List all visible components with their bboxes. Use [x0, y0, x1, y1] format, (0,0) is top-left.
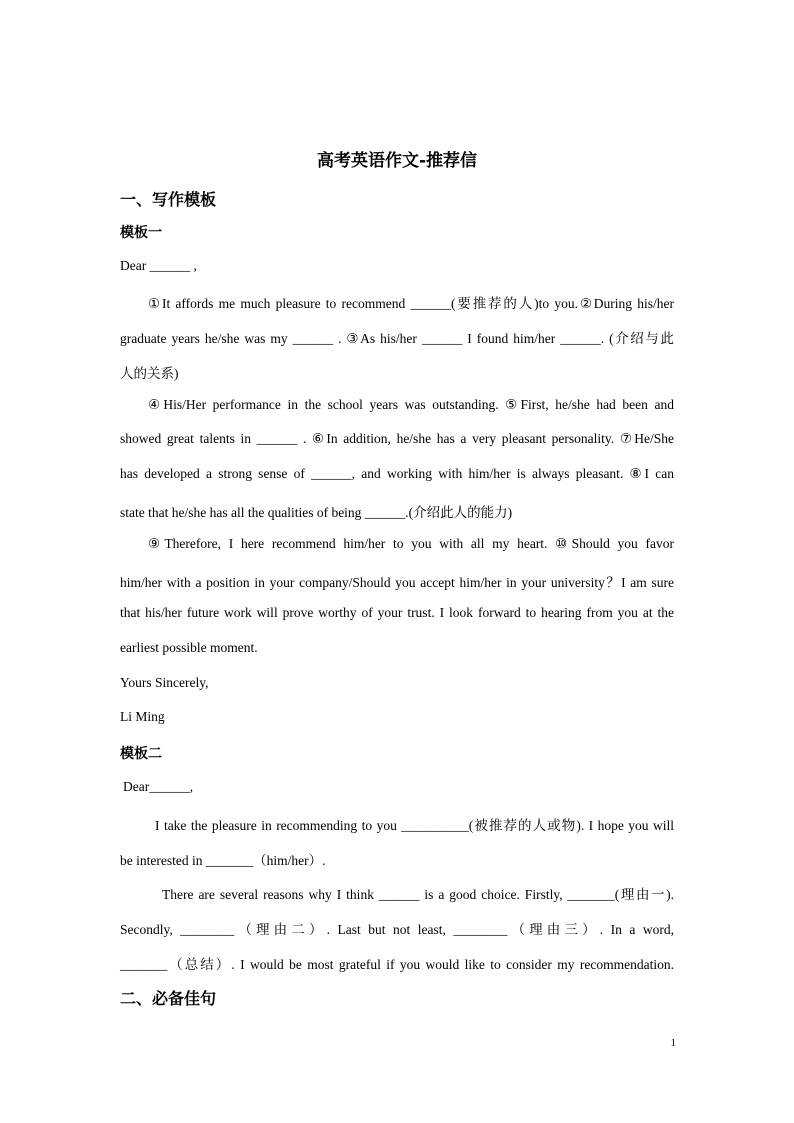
template-2-heading: 模板二 [120, 746, 162, 762]
paragraph-line: 人的关系) [120, 366, 179, 381]
paragraph-line: earliest possible moment. [120, 640, 258, 655]
paragraph-line: ①It affords me much pleasure to recommend ______(要推荐的人)to you.②During his/her [148, 296, 674, 311]
paragraph-line: showed great talents in ______ . ⑥In addition, he/she has a very pleasant personality. ⑦He/She [120, 431, 674, 446]
paragraph-line: ④His/Her performance in the school years was outstanding. ⑤First, he/she had been and [148, 397, 674, 412]
paragraph-line: I take the pleasure in recommending to you __________(被推荐的人或物). I hope you will [155, 818, 674, 833]
salutation-2: Dear______, [123, 779, 194, 794]
salutation-1: Dear ______ , [120, 258, 197, 273]
paragraph-line: him/her with a position in your company/Should you accept him/her in your university？I am sure [120, 575, 674, 590]
section-heading-templates: 一、写作模板 [120, 190, 217, 209]
paragraph-line: state that he/she has all the qualities of being ______.(介绍此人的能力) [120, 505, 513, 520]
template-1-heading: 模板一 [120, 225, 162, 241]
paragraph-line: Secondly, ________（理由二）. Last but not least, ________（理由三）. In a word, [120, 922, 674, 937]
paragraph-line: ⑨Therefore, I here recommend him/her to you with all my heart. ⑩Should you favor [148, 536, 674, 551]
closing: Yours Sincerely, [120, 675, 209, 690]
section-heading-sentences: 二、必备佳句 [120, 989, 217, 1008]
signature-name: Li Ming [120, 709, 165, 724]
paragraph-line: be interested in _______（him/her）. [120, 853, 326, 868]
page-number: 1 [670, 1037, 676, 1049]
paragraph-line: _______（总结）. I would be most grateful if you would like to consider my recommendation. [120, 957, 674, 972]
paragraph-line: has developed a strong sense of ______, and working with him/her is always pleasant. ⑧I can [120, 466, 674, 481]
paragraph-line: that his/her future work will prove worthy of your trust. I look forward to hearing from you at the [120, 605, 674, 620]
paragraph-line: graduate years he/she was my ______ . ③As his/her ______ I found him/her ______. (介绍与此 [120, 331, 674, 346]
document-title: 高考英语作文-推荐信 [316, 151, 478, 171]
paragraph-line: There are several reasons why I think ______ is a good choice. Firstly, _______(理由一). [162, 887, 674, 902]
